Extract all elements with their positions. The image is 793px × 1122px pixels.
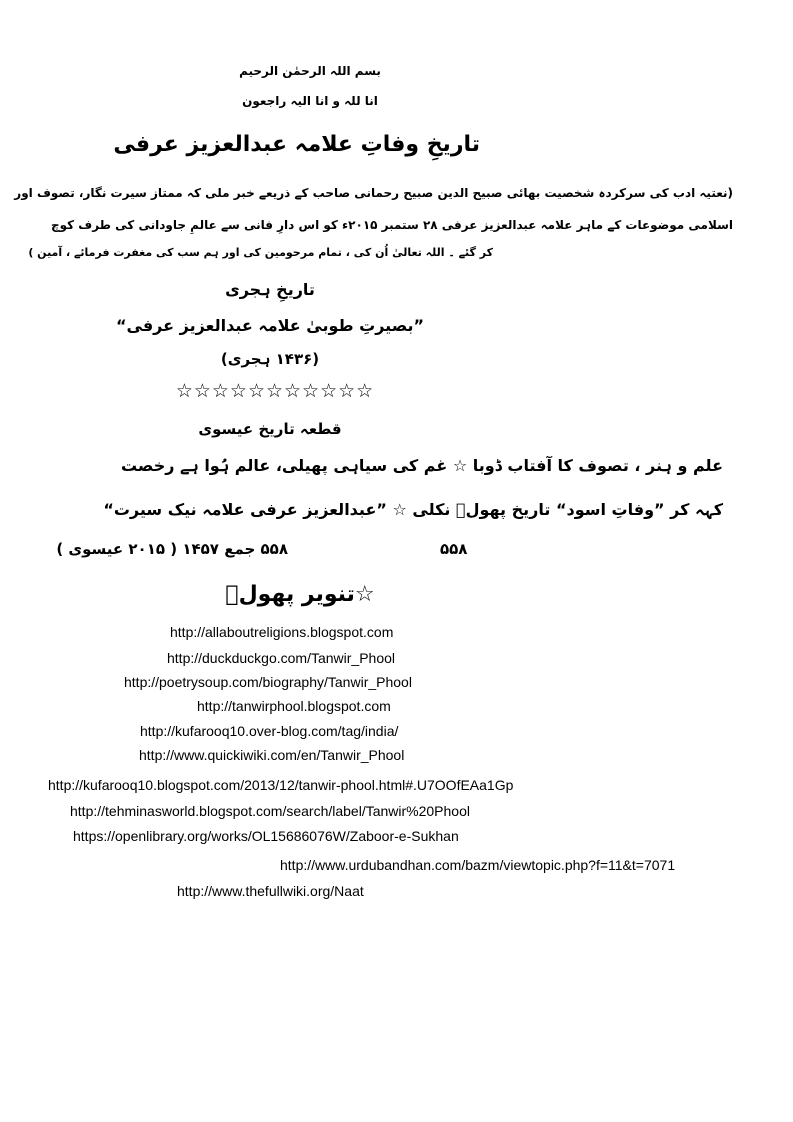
intro-line-2: اسلامی موضوعات کے ماہر علامہ عبدالعزیز عرفی ۲۸ ستمبر ۲۰۱۵ء کو اس دارِ فانی سے عالمِ جاودانی کی طرف کوچ (50, 218, 733, 232)
intro-line-1: (نعتیہ ادب کی سرکردہ شخصیت بھائی صبیح الدین صبیح رحمانی صاحب کے ذریعے خبر ملی کہ ممتاز سیرت نگار، تصوف اور (14, 186, 733, 200)
intro-line-3: کر گئے ۔ اللہ تعالیٰ اُن کی ، تمام مرحومین کی اور ہم سب کی مغفرت فرمائے ، آمین ) (28, 246, 493, 259)
inna-lillah: انا للہ و انا الیہ راجعون (242, 94, 378, 108)
link-kufarooq-overblog[interactable]: http://kufarooq10.over-blog.com/tag/india/ (140, 723, 399, 739)
date-sum-right: ۵۵۸ جمع ۱۴۵۷ ( ۲۰۱۵ عیسوی ) (56, 540, 288, 558)
isvi-heading: قطعہ تاریخ عیسوی (198, 420, 342, 438)
link-duckduckgo[interactable]: http://duckduckgo.com/Tanwir_Phool (167, 650, 396, 666)
date-sum-left: ۵۵۸ (440, 540, 468, 558)
link-urdubandhan[interactable]: http://www.urdubandhan.com/bazm/viewtopic.php?f=11&t=7071 (280, 857, 676, 873)
link-tanwirphool-blogspot[interactable]: http://tanwirphool.blogspot.com (197, 698, 391, 714)
bismillah: بسم اللہ الرحمٰن الرحیم (239, 64, 381, 78)
link-poetrysoup[interactable]: http://poetrysoup.com/biography/Tanwir_Phool (124, 674, 412, 690)
hijri-phrase: ”بصیرتِ طوبیٰ علامہ عبدالعزیز عرفی“ (116, 316, 424, 335)
link-tehminasworld[interactable]: http://tehminasworld.blogspot.com/search/label/Tanwir%20Phool (70, 803, 470, 819)
link-quickiwiki[interactable]: http://www.quickiwiki.com/en/Tanwir_Phool (139, 747, 405, 763)
hijri-heading: تاریخِ ہجری (225, 280, 315, 299)
verse-line-1: علم و ہنر ، تصوف کا آفتاب ڈوبا ☆ غم کی سیاہی پھیلی، عالم ہُوا ہے رخصت (120, 456, 723, 475)
verse-line-2: کہہ کر ”وفاتِ اسود“ تاریخ پھولؔ نکلی ☆ ”عبدالعزیز عرفی علامہ نیک سیرت“ (103, 500, 723, 519)
signature: ☆تنویر پھولؔ (225, 582, 375, 607)
page-title: تاریخِ وفاتِ علامہ عبدالعزیز عرفی (113, 132, 480, 157)
link-kufarooq-blogspot[interactable]: http://kufarooq10.blogspot.com/2013/12/tanwir-phool.html#.U7OOfEAa1Gp (48, 777, 514, 793)
link-allaboutreligions[interactable]: http://allaboutreligions.blogspot.com (170, 624, 394, 640)
link-thefullwiki[interactable]: http://www.thefullwiki.org/Naat (177, 883, 364, 899)
stars-divider: ☆☆☆☆☆☆☆☆☆☆☆ (175, 380, 375, 402)
hijri-year: (۱۴۳۶ ہجری) (220, 350, 320, 368)
link-openlibrary[interactable]: https://openlibrary.org/works/OL15686076W/Zaboor-e-Sukhan (73, 828, 459, 844)
